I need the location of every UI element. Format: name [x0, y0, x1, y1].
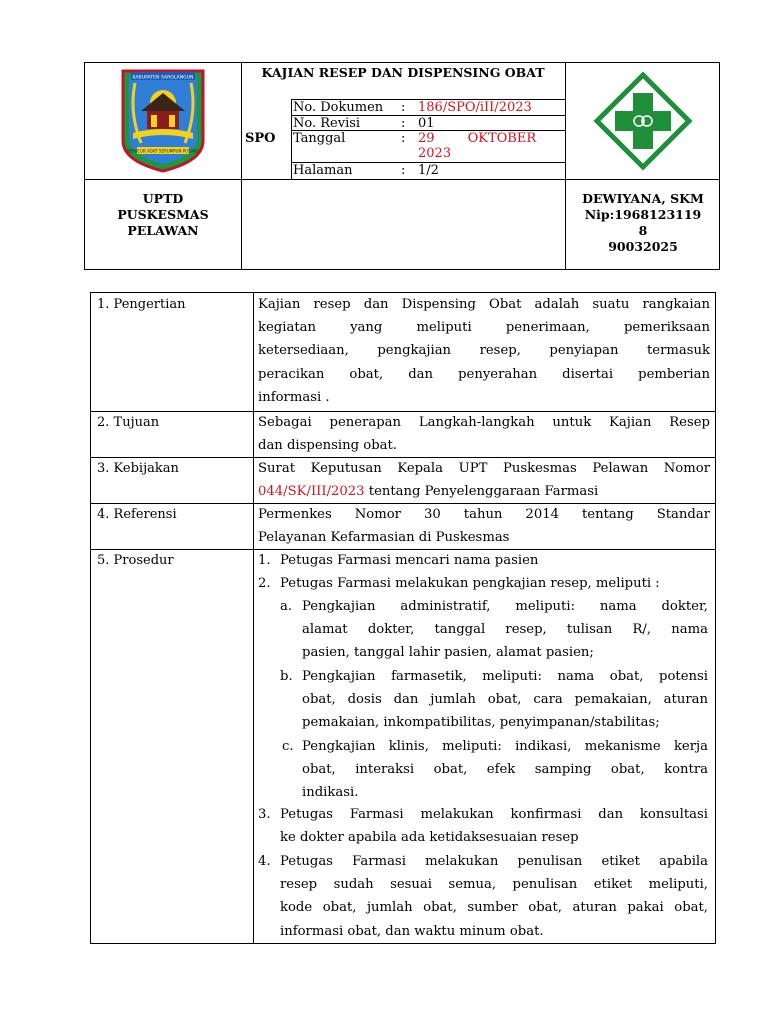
signatory: DEWIYANA, SKM Nip:1968123119 8 90032025	[582, 191, 704, 254]
referensi-text: Permenkes Nomor 30 tahun 2014 tentang Standar Pelayanan Kefarmasian di Puskesmas	[258, 507, 710, 546]
svg-text:SEPUCUK ADAT SERUMPUN PUSAKO: SEPUCUK ADAT SERUMPUN PUSAKO	[127, 148, 199, 154]
divider	[85, 179, 719, 180]
document-title: KAJIAN RESEP DAN DISPENSING OBAT	[261, 65, 545, 80]
label-pengertian: 1. Pengertian	[97, 297, 186, 312]
label-tujuan: 2. Tujuan	[97, 415, 160, 430]
pengertian-text: Kajian resep dan Dispensing Obat adalah suatu rangkaian kegiatan yang meliputi penerimaan, pemeriksaan ketersediaan, pengkajian resep, penyiapan termasuk peracikan obat, dan penyerahan disertai pemberian informasi .	[258, 297, 710, 405]
spo-label: SPO	[245, 131, 276, 146]
divider	[253, 293, 254, 943]
procedure-substep-a: a. Pengkajian administratif, meliputi: nama dokter, alamat dokter, tanggal resep, tulisan R/, nama pasien, tanggal lahir pasien, alamat pasien;	[280, 599, 708, 661]
tujuan-text: Sebagai penerapan Langkah-langkah untuk Kajian Resep dan dispensing obat.	[258, 415, 710, 454]
procedure-table	[90, 292, 716, 944]
organization-name: UPTD PUSKESMAS PELAWAN	[117, 191, 209, 238]
document-header: KABUPATEN SAROLANGUN SEPUCUK ADAT SERUMPUN PUSAKO KAJIAN RESEP DAN DISPENSING OBAT SPO No. Dokumen : 186/SPO/iII/2023 No. Revisi : 01 Tanggal : 29 OKTOBER 2023 Halaman : 1/2 UPTD PUSKESMAS PELAWAN DEWIYANA, SKM Nip:1968123119 8 90032025	[84, 62, 720, 270]
puskesmas-logo	[565, 63, 721, 179]
procedure-substep-b: b. Pengkajian farmasetik, meliputi: nama obat, potensi obat, dosis dan jumlah obat, cara pemakaian, aturan pemakaian, inkompatibilitas, penyimpanan/stabilitas;	[280, 669, 708, 731]
label-prosedur: 5. Prosedur	[97, 553, 174, 568]
procedure-step-4: 4. Petugas Farmasi melakukan penulisan etiket apabila resep sudah sesuai semua, penulisan etiket meliputi, kode obat, jumlah obat, sumber obat, aturan pakai obat, informasi obat, dan waktu minum obat.	[258, 854, 708, 939]
procedure-step-2: 2. Petugas Farmasi melakukan pengkajian resep, meliputi :	[258, 576, 660, 591]
label-referensi: 4. Referensi	[97, 507, 177, 522]
meta-date: Tanggal : 29 OKTOBER 2023	[293, 131, 537, 161]
regency-logo	[85, 63, 241, 179]
procedure-step-1: 1. Petugas Farmasi mencari nama pasien	[258, 553, 539, 568]
divider	[241, 63, 242, 269]
procedure-substep-c: c. Pengkajian klinis, meliputi: indikasi, mekanisme kerja obat, interaksi obat, efek samping obat, kontra indikasi.	[282, 739, 708, 801]
procedure-step-3: 3. Petugas Farmasi melakukan konfirmasi dan konsultasi ke dokter apabila ada ketidaksesuaian resep	[258, 807, 708, 846]
svg-text:KABUPATEN SAROLANGUN: KABUPATEN SAROLANGUN	[132, 75, 194, 81]
decree-number: 044/SK/III/2023	[258, 484, 365, 500]
kebijakan-text: Surat Keputusan Kepala UPT Puskesmas Pelawan Nomor 044/SK/III/2023 tentang Penyelenggaraan Farmasi	[258, 461, 710, 500]
label-kebijakan: 3. Kebijakan	[97, 461, 179, 476]
